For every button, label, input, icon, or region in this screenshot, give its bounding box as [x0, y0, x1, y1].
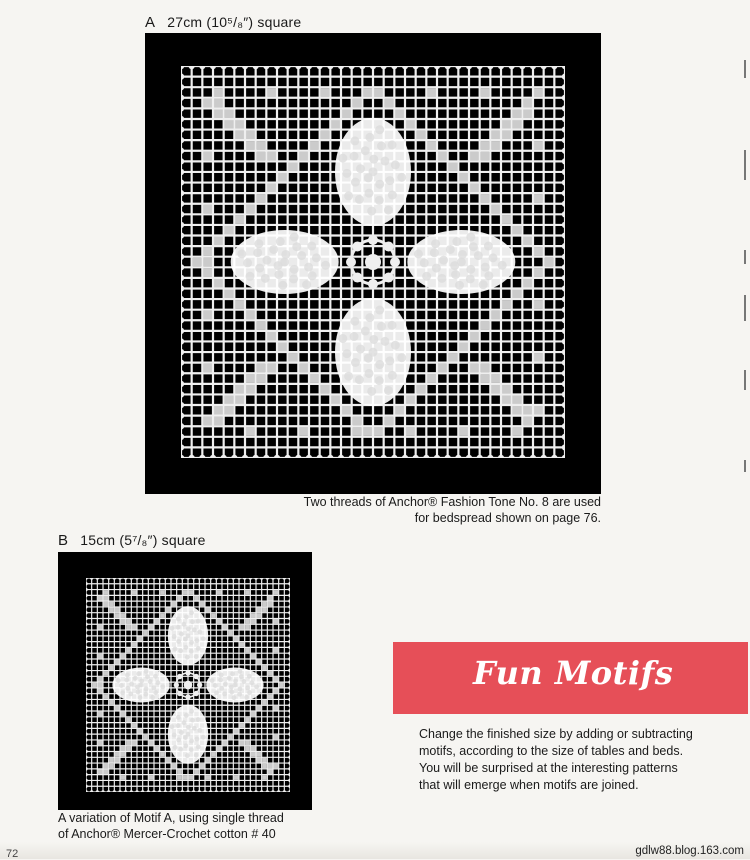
- banner-title: Fun Motifs: [473, 654, 674, 692]
- fun-motifs-banner: [393, 642, 748, 714]
- motif-a-letter: A: [145, 14, 156, 31]
- description-line-2: motifs, according to the size of tables and beds.: [419, 744, 684, 758]
- motif-b-photo: [58, 552, 312, 810]
- page-number: 72: [6, 848, 19, 860]
- motif-a-caption-line-2: for bedspread shown on page 76.: [414, 511, 601, 525]
- motif-b-caption-line-1: A variation of Motif A, using single thread: [58, 811, 284, 825]
- description-line-3: You will be surprised at the interesting patterns: [419, 761, 678, 775]
- watermark-credit: gdlw88.blog.163.com: [635, 845, 744, 857]
- motif-b-title: [58, 532, 206, 549]
- description-line-4: that will emerge when motifs are joined.: [419, 778, 639, 792]
- page-edge-marks: [744, 40, 746, 600]
- description-line-1: Change the finished size by adding or subtracting: [419, 727, 693, 741]
- motif-a-caption: [295, 494, 601, 526]
- motif-a-caption-line-1: Two threads of Anchor® Fashion Tone No. 8 are used: [303, 495, 601, 509]
- motif-b-letter: B: [58, 532, 69, 549]
- motif-a-lace-image: [181, 66, 565, 458]
- motif-b-lace-image: [86, 578, 290, 792]
- motif-b-caption-line-2: of Anchor® Mercer-Crochet cotton # 40: [58, 827, 276, 841]
- motif-a-title: [145, 14, 301, 31]
- motif-a-size: 27cm (10⁵/₈″) square: [167, 14, 302, 30]
- motif-b-size: 15cm (5⁷/₈″) square: [80, 532, 206, 548]
- description-text: [419, 726, 693, 794]
- motif-a-photo: [145, 33, 601, 494]
